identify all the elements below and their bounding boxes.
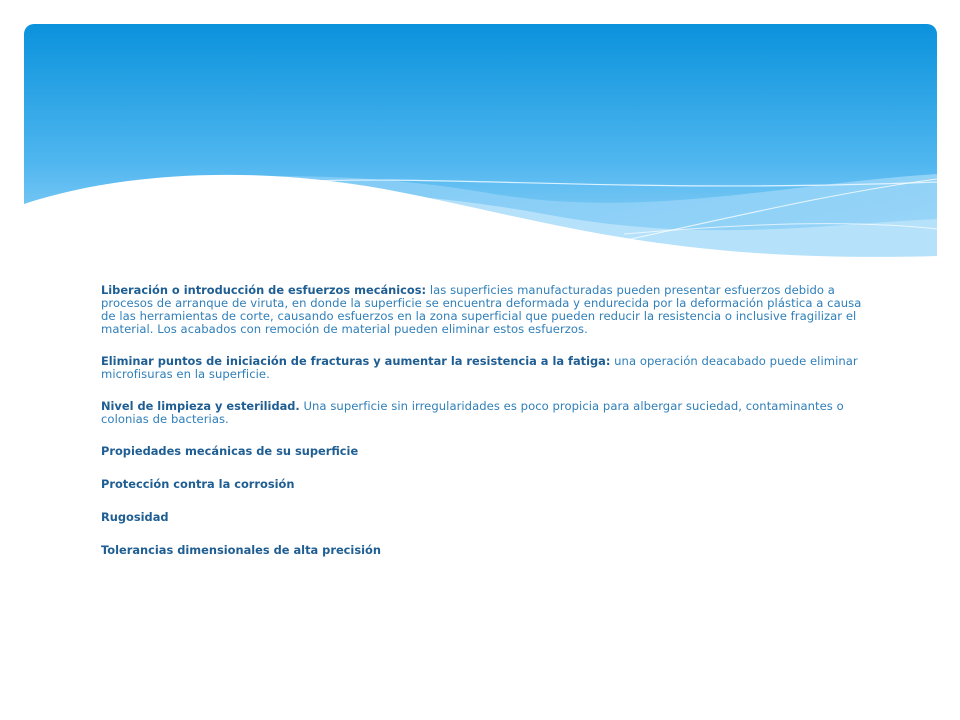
paragraph-rugosidad xyxy=(101,511,871,524)
paragraph-lead: Propiedades mecánicas de su superficie xyxy=(101,444,359,458)
paragraph-lead: Nivel de limpieza y esterilidad. xyxy=(101,399,300,413)
paragraph-lead: Liberación o introducción de esfuerzos mecánicos: xyxy=(101,283,427,297)
paragraph-lead: Protección contra la corrosión xyxy=(101,477,295,491)
paragraph-esfuerzos xyxy=(101,284,871,336)
paragraph-lead: Eliminar puntos de iniciación de fracturas y aumentar la resistencia a la fatiga: xyxy=(101,354,611,368)
paragraph-text: las superficies manufacturadas pueden presentar esfuerzos debido a procesos de arranque de viruta, en donde la superficie se encuentra deformada y endurecida por la deformación plástica a causa de las herramientas de corte, causando esfuerzos en la zona superficial que pueden reducir la resistencia o inclusive fragilizar el material. Los acabados con remoción de material pueden eliminar estos esfuerzos. xyxy=(101,283,862,336)
wave-background xyxy=(24,24,937,274)
paragraph-propiedades xyxy=(101,445,871,458)
paragraph-limpieza xyxy=(101,400,871,426)
slide-content xyxy=(101,284,871,577)
paragraph-corrosion xyxy=(101,478,871,491)
paragraph-fracturas xyxy=(101,355,871,381)
paragraph-text: una operación deacabado puede eliminar microfisuras en la superficie. xyxy=(101,354,858,381)
paragraph-lead: Tolerancias dimensionales de alta precisión xyxy=(101,543,381,557)
header-banner xyxy=(24,24,937,274)
paragraph-lead: Rugosidad xyxy=(101,510,169,524)
paragraph-tolerancias xyxy=(101,544,871,557)
paragraph-text: Una superficie sin irregularidades es poco propicia para albergar suciedad, contaminantes o colonias de bacterias. xyxy=(101,399,844,426)
